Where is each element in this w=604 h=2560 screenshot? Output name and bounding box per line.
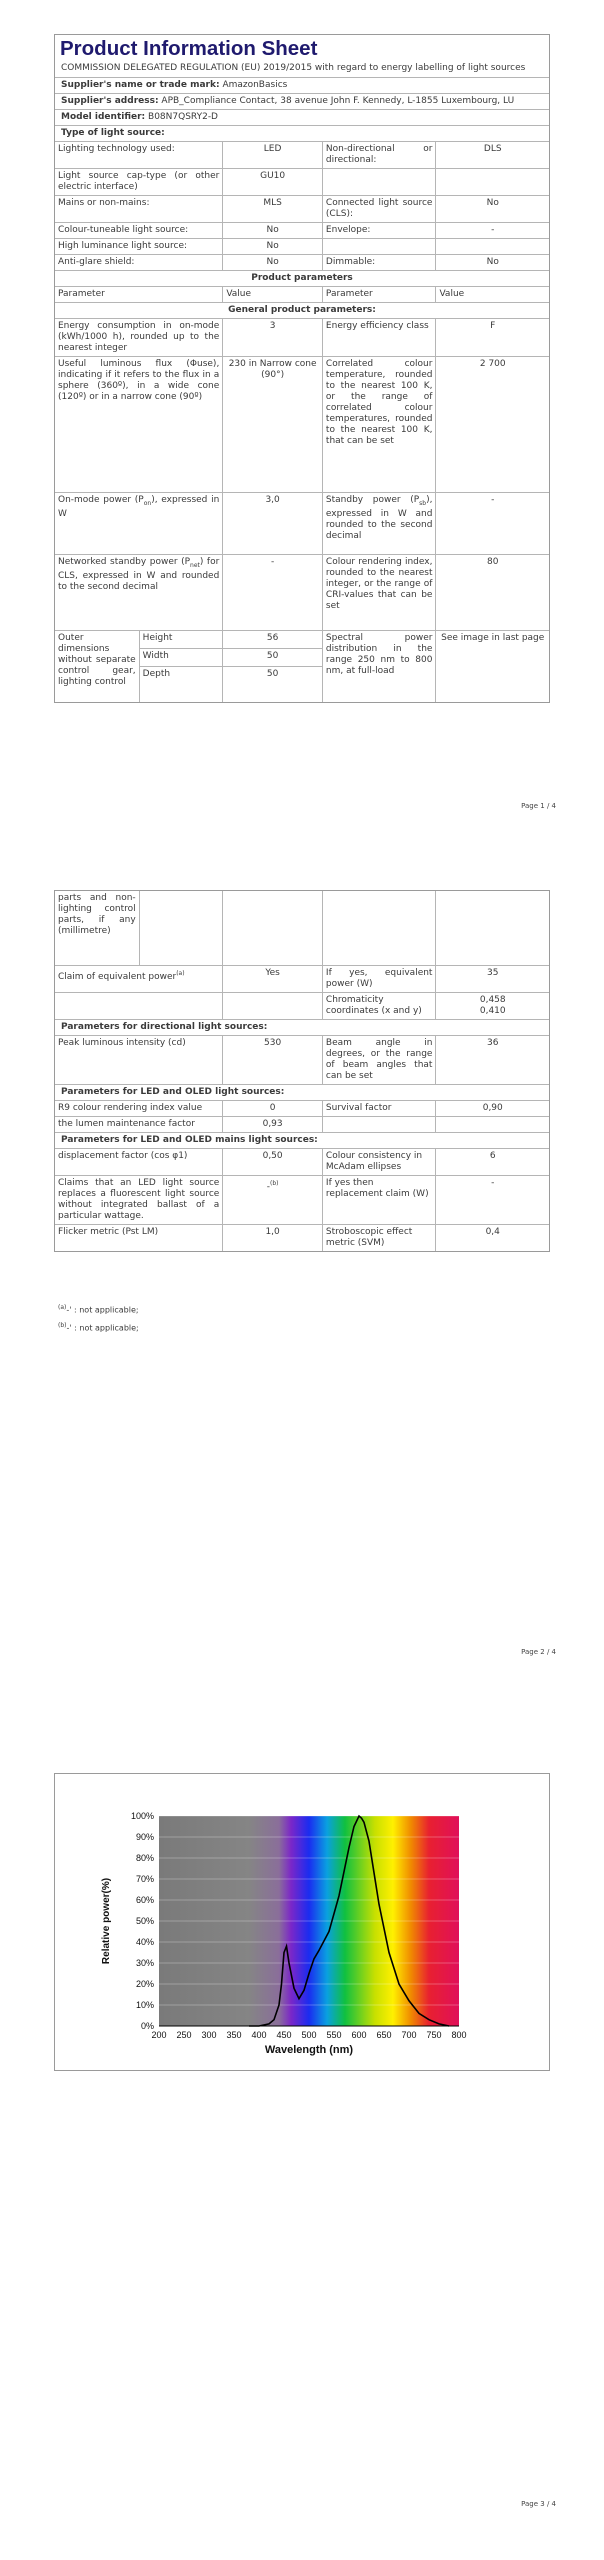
type-param: Lighting technology used:: [58, 144, 175, 154]
y-tick-label: 30%: [135, 1958, 154, 1968]
strobo-param: Stroboscopic effect metric (SVM): [322, 1225, 436, 1251]
y-tick-label: 40%: [135, 1937, 154, 1947]
type-value: No: [222, 255, 322, 270]
lumen-param: the lumen maintenance factor: [58, 1119, 195, 1129]
model-value: B08N7QSRY2-D: [148, 112, 218, 122]
equiv-row: [55, 965, 549, 992]
type-param: Anti-glare shield:: [58, 257, 135, 267]
footnote-b: $^{(b)}$-' : not applicable;: [58, 1321, 139, 1333]
page-number-2: Page 2 / 4: [521, 1648, 556, 1656]
disp-param: displacement factor (cos φ1): [58, 1151, 188, 1161]
info-table-page1: [54, 34, 550, 703]
info-table-page2: [54, 890, 550, 1252]
onmode-value: 3,0: [222, 493, 322, 554]
peak-value: 530: [222, 1036, 322, 1084]
claims-row: [55, 1175, 549, 1224]
flux-param: Useful luminous flux (Φuse), indicating if it refers to the flux in a sphere (360º), in a wide cone (120º) or in a narrow cone (90º): [58, 359, 220, 402]
address-value: APB_Compliance Contact, 38 avenue John F. Kennedy, L-1855 Luxembourg, LU: [161, 96, 515, 106]
page-number-3: Page 3 / 4: [521, 2500, 556, 2508]
efficiency-param: Energy efficiency class: [322, 319, 436, 356]
x-tick-label: 600: [351, 2030, 367, 2040]
type-value-2: No: [435, 255, 549, 270]
disp-row: [55, 1148, 549, 1175]
type-value-2: [435, 169, 549, 195]
y-tick-label: 80%: [135, 1853, 154, 1863]
dim-width-label: Width: [140, 649, 223, 667]
type-param: Mains or non-mains:: [58, 198, 150, 208]
flicker-row: [55, 1224, 549, 1251]
type-param: Colour-tuneable light source:: [58, 225, 189, 235]
equiv-param: Claim of equivalent power$^{(a)}$: [58, 970, 185, 982]
type-param-2: [322, 169, 436, 195]
x-tick-label: 550: [326, 2030, 342, 2040]
general-heading: General product parameters:: [228, 305, 376, 315]
dim-height-value: 56: [223, 631, 322, 649]
flux-row: [55, 356, 549, 492]
y-tick-label: 90%: [135, 1832, 154, 1842]
lumen-row: [55, 1116, 549, 1132]
type-rows: [55, 141, 549, 270]
cct-param: Correlated colour temperature, rounded to the nearest 100 K, or the range of correlated colour temperatures, rounded to the nearest 100 K, that can be set: [322, 357, 436, 492]
led-heading: Parameters for LED and OLED light sources:: [61, 1087, 285, 1097]
replace-param: If yes then replacement claim (W): [322, 1176, 436, 1224]
y-axis-label: Relative power(%): [101, 1877, 112, 1965]
y-tick-label: 70%: [135, 1874, 154, 1884]
peak-row: [55, 1035, 549, 1084]
type-row: [55, 195, 549, 222]
regulation-text: COMMISSION DELEGATED REGULATION (EU) 2019/2015 with regard to energy labelling of light sources: [61, 63, 526, 73]
sheet-title: Product Information Sheet: [60, 37, 318, 60]
x-tick-label: 450: [276, 2030, 292, 2040]
params-heading: Product parameters: [251, 273, 353, 283]
x-tick-label: 250: [176, 2030, 192, 2040]
y-tick-label: 100%: [130, 1811, 154, 1821]
type-value-2: [435, 239, 549, 254]
x-tick-label: 650: [376, 2030, 392, 2040]
x-tick-label: 200: [151, 2030, 167, 2040]
standby-param: Standby power $(P_{sb})$, expressed in W and rounded to the second decimal: [322, 493, 436, 554]
flicker-value: 1,0: [222, 1225, 322, 1251]
y-tick-label: 50%: [135, 1916, 154, 1926]
spectrum-chart-frame: [54, 1773, 550, 2071]
supplier-value: AmazonBasics: [222, 80, 288, 90]
x-tick-label: 800: [451, 2030, 467, 2040]
consist-value: 6: [435, 1149, 549, 1175]
mains-heading: Parameters for LED and OLED mains light sources:: [61, 1135, 318, 1145]
page-number-1: Page 1 / 4: [521, 802, 556, 810]
dim-width-value: 50: [223, 649, 322, 667]
col-header-parameter: Parameter: [58, 289, 105, 299]
x-tick-label: 400: [251, 2030, 267, 2040]
x-axis-label: Wavelength (nm): [264, 2044, 354, 2056]
equiv-if-value: 35: [435, 966, 549, 992]
col-header-value: Value: [222, 287, 322, 302]
x-tick-label: 750: [426, 2030, 442, 2040]
type-param-2: Envelope:: [322, 223, 436, 238]
beam-param: Beam angle in degrees, or the range of beam angles that can be set: [322, 1036, 436, 1084]
type-row: [55, 254, 549, 270]
outer-dimensions-param: Outer dimensions without separate control gear, lighting control: [58, 633, 136, 687]
x-tick-label: 700: [401, 2030, 417, 2040]
type-row: [55, 141, 549, 168]
dimensions-cont-row: [55, 891, 549, 965]
onmode-param: On-mode power $(P_{on})$, expressed in W: [58, 495, 220, 519]
x-tick-label: 300: [201, 2030, 217, 2040]
survival-param: Survival factor: [322, 1101, 436, 1116]
type-heading: Type of light source:: [61, 128, 165, 138]
cri-value: 80: [435, 555, 549, 630]
peak-param: Peak luminous intensity (cd): [58, 1038, 186, 1048]
efficiency-value: F: [435, 319, 549, 356]
consist-param: Colour consistency in McAdam ellipses: [322, 1149, 436, 1175]
network-param: Networked standby power $(P_{net})$ for CLS, expressed in W and rounded to the second decimal: [58, 557, 220, 592]
type-value: LED: [222, 142, 322, 168]
y-tick-label: 60%: [135, 1895, 154, 1905]
model-label: Model identifier:: [61, 112, 146, 122]
r9-param: R9 colour rendering index value: [58, 1103, 203, 1113]
network-value: -: [222, 555, 322, 630]
beam-value: 36: [435, 1036, 549, 1084]
type-value: GU10: [222, 169, 322, 195]
spectrum-chart: [55, 1774, 549, 2070]
x-tick-label: 350: [226, 2030, 242, 2040]
y-tick-label: 0%: [140, 2021, 154, 2031]
lumen-value: 0,93: [222, 1117, 322, 1132]
chroma-param: Chromaticity coordinates (x and y): [322, 993, 436, 1019]
standby-value: -: [435, 493, 549, 554]
dims-labels: [139, 631, 223, 702]
type-param: High luminance light source:: [58, 241, 188, 251]
x-tick-label: 500: [301, 2030, 317, 2040]
claims-param: Claims that an LED light source replaces a fluorescent light source without integrated ballast of a particular wattage.: [58, 1178, 220, 1221]
replace-value: -: [435, 1176, 549, 1224]
type-value-2: No: [435, 196, 549, 222]
type-value: MLS: [222, 196, 322, 222]
dim-depth-value: 50: [266, 669, 279, 679]
disp-value: 0,50: [222, 1149, 322, 1175]
footnote-a: $^{(a)}$-' : not applicable;: [58, 1304, 139, 1315]
outer-dimensions-cont: parts and non-lighting control parts, if any (millimetre): [58, 893, 136, 936]
type-row: [55, 222, 549, 238]
chroma-row: [55, 992, 549, 1019]
y-tick-label: 20%: [135, 1979, 154, 1989]
dim-height-label: Height: [140, 631, 223, 649]
r9-value: 0: [222, 1101, 322, 1116]
cri-param: Colour rendering index, rounded to the nearest integer, or the range of CRI-values that can be set: [322, 555, 436, 630]
address-label: Supplier's address:: [61, 96, 159, 106]
type-param-2: Dimmable:: [322, 255, 436, 270]
power-row: [55, 492, 549, 554]
type-value-2: DLS: [435, 142, 549, 168]
type-row: [55, 238, 549, 254]
spectral-param: Spectral power distribution in the range 250 nm to 800 nm, at full-load: [322, 631, 436, 702]
type-param-2: [322, 239, 436, 254]
spectral-value: See image in last page: [435, 631, 549, 702]
supplier-label: Supplier's name or trade mark:: [61, 80, 220, 90]
survival-value: 0,90: [435, 1101, 549, 1116]
flicker-param: Flicker metric (Pst LM): [58, 1227, 159, 1237]
directional-heading: Parameters for directional light sources:: [61, 1022, 268, 1032]
page-2: [0, 890, 604, 1690]
chroma-y: 0,410: [479, 1006, 506, 1016]
page-1: [0, 0, 604, 820]
energy-row: [55, 318, 549, 356]
column-headers: [55, 286, 549, 302]
type-param: Light source cap-type (or other electric interface): [58, 171, 220, 192]
col-header-value-2: Value: [435, 287, 549, 302]
y-tick-label: 10%: [135, 2000, 154, 2010]
cct-value: 2 700: [435, 357, 549, 492]
chroma-x: 0,458: [479, 995, 506, 1005]
energy-value: 3: [222, 319, 322, 356]
claims-value: -$^{(b)}$: [222, 1176, 322, 1224]
dim-depth-label: Depth: [142, 669, 171, 679]
network-row: [55, 554, 549, 630]
col-header-parameter-2: Parameter: [322, 287, 436, 302]
strobo-value: 0,4: [435, 1225, 549, 1251]
equiv-value: Yes: [222, 966, 322, 992]
energy-param: Energy consumption in on-mode (kWh/1000 h), rounded up to the nearest integer: [58, 321, 220, 353]
flux-value: 230 in Narrow cone (90°): [222, 357, 322, 492]
equiv-if-param: If yes, equivalent power (W): [322, 966, 436, 992]
type-value: No: [222, 239, 322, 254]
type-value-2: -: [435, 223, 549, 238]
type-param-2: Connected light source (CLS):: [322, 196, 436, 222]
type-row: [55, 168, 549, 195]
type-value: No: [222, 223, 322, 238]
dimensions-row: [55, 630, 549, 702]
type-param-2: Non-directional or directional:: [322, 142, 436, 168]
r9-row: [55, 1100, 549, 1116]
